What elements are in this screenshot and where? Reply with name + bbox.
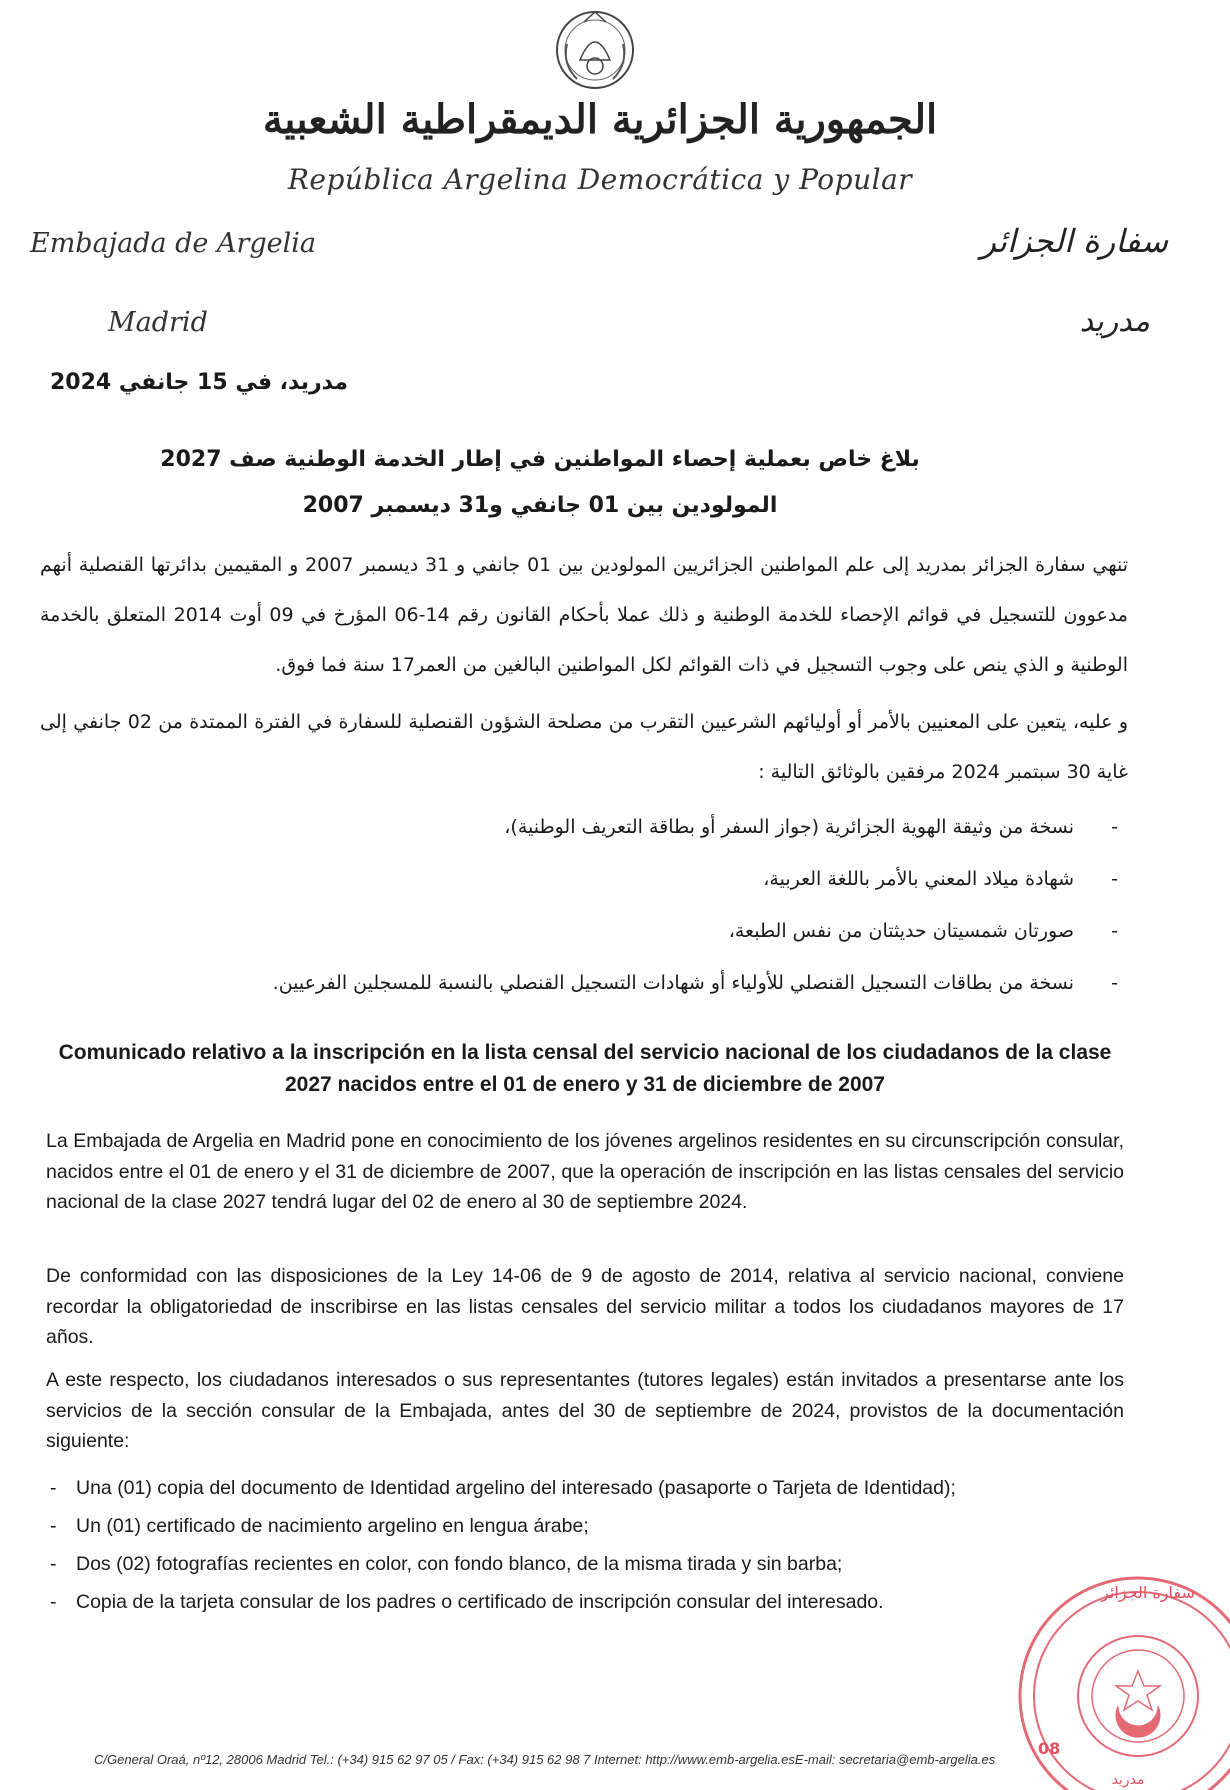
seal-top-text: سفارة الجزائر (1101, 1583, 1195, 1602)
list-item: - Dos (02) fotografías recientes en color, con fondo blanco, de la misma tirada y sin barba; (50, 1545, 1130, 1583)
spanish-paragraph-2: De conformidad con las disposiciones de la Ley 14-06 de 9 de agosto de 2014, relativa al servicio nacional, conviene recordar la obligatoriedad de inscribirse en las listas censales del servicio militar a todos los ciudadanos mayores de 17 años. (46, 1265, 1124, 1348)
arabic-paragraph-1: تنهي سفارة الجزائر بمدريد إلى علم المواطنين الجزائريين المولودين بين 01 جانفي و 31 ديسمبر 2007 و المقيمين بدائرتها القنصلية أنهم مدعوون للتسجيل في قوائم الإحصاء للخدمة الوطنية و ذلك عملا بأحكام القانون رقم 14-06 المؤرخ في 09 أوت 2014 المتعلق بالخدمة الوطنية و الذي ينص على وجوب التسجيل في ذات القوائم لكل المواطنين البالغين من العمر17 سنة فما فوق. (40, 554, 1128, 676)
list-item: - صورتان شمسيتان حديثتان من نفس الطبعة، (118, 905, 1118, 957)
spanish-paragraph-3: A este respecto, los ciudadanos interesados o sus representantes (tutores legales) están invitados a presentarse ante los servicios de la sección consular de la Embajada, antes del 30 de septiembre de 2024, provistos de la documentación siguiente: (46, 1369, 1124, 1452)
arabic-notice-title-line1: بلاغ خاص بعملية إحصاء المواطنين في إطار الخدمة الوطنية صف 2027 (160, 447, 920, 472)
spanish-documents-list (50, 1469, 1130, 1621)
document-date-ar: مدريد، في 15 جانفي 2024 (50, 370, 348, 395)
seal-number: 08 (1038, 1739, 1061, 1758)
list-item: - شهادة ميلاد المعني بالأمر باللغة العربية، (118, 853, 1118, 905)
list-item: - Copia de la tarjeta consular de los padres o certificado de inscripción consular del interesado. (50, 1583, 1130, 1621)
arabic-documents-list (118, 801, 1118, 1009)
list-item: - نسخة من وثيقة الهوية الجزائرية (جواز السفر أو بطاقة التعريف الوطنية)، (118, 801, 1118, 853)
spanish-notice-title: Comunicado relativo a la inscripción en la lista censal del servicio nacional de los ciudadanos de la clase 2027 nacidos entre el 01 de enero y 31 de diciembre de 2007 (58, 1041, 1112, 1096)
city-name-es: Madrid (108, 307, 208, 338)
spanish-paragraph-1: La Embajada de Argelia en Madrid pone en conocimiento de los jóvenes argelinos residentes en su circunscripción consular, nacidos entre el 01 de enero y el 31 de diciembre de 2007, que la operación de inscripción en las listas censales del servicio nacional de la clase 2027 tendrá lugar del 02 de enero al 30 de septiembre 2024. (46, 1130, 1124, 1213)
spanish-republic-title: República Argelina Democrática y Popular (287, 163, 913, 196)
list-item: - نسخة من بطاقات التسجيل القنصلي للأولياء أو شهادات التسجيل القنصلي بالنسبة للمسجلين الفرعيين. (118, 957, 1118, 1009)
seal-bottom-text: مدريد (1111, 1772, 1145, 1788)
arabic-republic-title: الجمهورية الجزائرية الديمقراطية الشعبية (262, 96, 938, 143)
city-name-ar: مدريد (1079, 304, 1150, 339)
coat-of-arms-icon (552, 4, 638, 96)
list-item: - Un (01) certificado de nacimiento argelino en lengua árabe; (50, 1507, 1130, 1545)
embassy-name-ar: سفارة الجزائر (980, 222, 1168, 260)
arabic-notice-title-line2: المولودين بين 01 جانفي و31 ديسمبر 2007 (302, 493, 778, 518)
arabic-paragraph-2: و عليه، يتعين على المعنيين بالأمر أو أوليائهم الشرعيين التقرب من مصلحة الشؤون القنصلية للسفارة في الفترة الممتدة من 02 جانفي إلى غاية 30 سبتمبر 2024 مرفقين بالوثائق التالية : (40, 711, 1128, 783)
list-item: - Una (01) copia del documento de Identidad argelino del interesado (pasaporte o Tarjeta de Identidad); (50, 1469, 1130, 1507)
footer-contact: C/General Oraá, nº12, 28006 Madrid Tel.: (+34) 915 62 97 05 / Fax: (+34) 915 62 98 7 Internet: http://www.emb-argelia.esE-mail: secretaria@emb-argelia.es (94, 1752, 996, 1767)
embassy-name-es: Embajada de Argelia (30, 228, 317, 259)
